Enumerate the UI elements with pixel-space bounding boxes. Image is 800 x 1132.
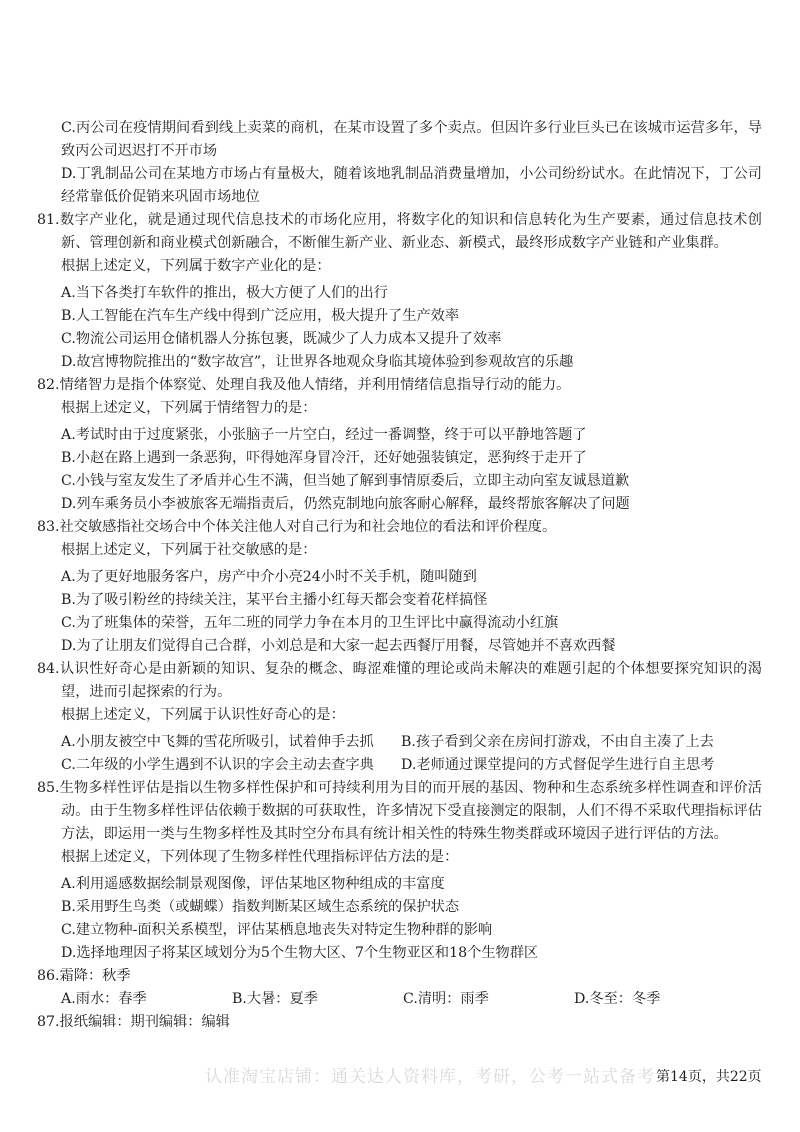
page-number: 第14页，共22页 (656, 1069, 762, 1085)
watermark-text: 认准淘宝店铺：通关达人资料库，考研，公考一站式备考 (205, 1067, 655, 1087)
question-prompt: 根据上述定义，下列体现了生物多样性代理指标评估方法的是： (61, 849, 459, 865)
question-stem: 84.认识性好奇心是由新颖的知识、复杂的概念、晦涩难懂的理论或尚未解决的难题引起的个体想要探究知识的渴望，进而引起探索的行为。 (37, 661, 762, 700)
option-d: D.丁乳制品公司在某地方市场占有量极大，随着该地乳制品消费量增加，小公司纷纷试水。在此情况下，丁公司经常靠低价促销来巩固市场地位 (61, 166, 762, 205)
question-85 (37, 777, 762, 965)
option-b: B.孩子看到父亲在房间打游戏，不由自主凑了上去 (401, 734, 714, 750)
question-81 (37, 209, 762, 374)
question-prompt: 根据上述定义，下列属于情绪智力的是： (61, 400, 317, 416)
option-d: D.故宫博物院推出的“数字故宫”，让世界各地观众身临其境体验到参观故宫的乐趣 (61, 354, 574, 370)
option-d: D.选择地理因子将某区域划分为5个生物大区、7个生物亚区和18个生物群区 (61, 945, 539, 961)
option-d: D.老师通过课堂提问的方式督促学生进行自主思考 (401, 757, 715, 773)
question-prompt: 根据上述定义，下列属于社交敏感的是： (61, 542, 317, 558)
question-prompt: 根据上述定义，下列属于认识性好奇心的是： (61, 707, 345, 723)
option-b: B.大暑：夏季 (232, 991, 318, 1007)
option-a: A.小朋友被空中飞舞的雪花所吸引，试着伸手去抓 (61, 734, 374, 750)
page-content (37, 117, 762, 1034)
option-d: D.列车乘务员小李被旅客无端指责后，仍然克制地向旅客耐心解释，最终帮旅客解决了问题 (61, 496, 630, 512)
option-a: A.当下各类打车软件的推出，极大方便了人们的出行 (61, 285, 388, 301)
option-b: B.人工智能在汽车生产线中得到广泛应用，极大提升了生产效率 (61, 308, 460, 324)
option-d: D.冬至：冬季 (574, 991, 661, 1007)
question-82 (37, 374, 762, 516)
option-b: B.采用野生鸟类（或蝴蝶）指数判断某区域生态系统的保护状态 (61, 899, 460, 915)
question-stem: 83.社交敏感指社交场合中个体关注他人对自己行为和社会地位的看法和评价程度。 (37, 519, 557, 535)
option-b: B.小赵在路上遇到一条恶狗，吓得她浑身冒冷汗，还好她强装镇定，恶狗终于走开了 (61, 450, 587, 466)
question-prompt: 根据上述定义，下列属于数字产业化的是： (61, 258, 331, 274)
option-c: C.小钱与室友发生了矛盾并心生不满，但当她了解到事情原委后，立即主动向室友诚恳道歉 (61, 473, 630, 489)
question-stem: 81.数字产业化，就是通过现代信息技术的市场化应用，将数字化的知识和信息转化为生产要素，通过信息技术创新、管理创新和商业模式创新融合，不断催生新产业、新业态、新模式，最终形成数字产业链和产业集群。 (37, 212, 762, 251)
question-87 (37, 1011, 762, 1034)
option-c: C.丙公司在疫情期间看到线上卖菜的商机，在某市设置了多个卖点。但因许多行业巨头已在该城市运营多年，导致丙公司迟迟打不开市场 (61, 120, 762, 159)
option-c: C.二年级的小学生遇到不认识的字会主动去查字典 (61, 757, 374, 773)
option-a: A.雨水：春季 (61, 991, 147, 1007)
options-row (61, 754, 762, 777)
option-d: D.为了让朋友们觉得自己合群，小刘总是和大家一起去西餐厅用餐，尽管她并不喜欢西餐 (61, 638, 616, 654)
option-c: C.清明：雨季 (403, 991, 489, 1007)
prev-question-options (37, 117, 762, 209)
option-a: A.考试时由于过度紧张，小张脑子一片空白，经过一番调整，终于可以平静地答题了 (61, 427, 587, 443)
question-83 (37, 516, 762, 658)
option-c: C.物流公司运用仓储机器人分拣包裹，既减少了人力成本又提升了效率 (61, 331, 502, 347)
question-86 (37, 965, 762, 1011)
question-stem: 85.生物多样性评估是指以生物多样性保护和可持续利用为目的而开展的基因、物种和生态系统多样性调查和评价活动。由于生物多样性评估依赖于数据的可获取性，许多情况下受直接测定的限制，人们不得不采取代理指标评估方法，即运用一类与生物多样性及其时空分布具有统计相关性的特殊生物类群或环境因子进行评估的方法。 (37, 780, 762, 842)
option-c: C.为了班集体的荣誉，五年二班的同学力争在本月的卫生评比中赢得流动小红旗 (61, 615, 559, 631)
option-c: C.建立物种-面积关系模型，评估某栖息地丧失对特定生物种群的影响 (61, 922, 493, 938)
question-stem: 82.情绪智力是指个体察觉、处理自我及他人情绪，并利用情绪信息指导行动的能力。 (37, 377, 571, 393)
options-row (61, 731, 762, 754)
option-a: A.为了更好地服务客户，房产中介小亮24小时不关手机，随叫随到 (61, 569, 477, 585)
option-b: B.为了吸引粉丝的持续关注，某平台主播小红每天都会变着花样搞怪 (61, 592, 488, 608)
question-stem: 87.报纸编辑：期刊编辑：编辑 (37, 1014, 230, 1030)
option-a: A.利用遥感数据绘制景观图像，评估某地区物种组成的丰富度 (61, 876, 445, 892)
question-stem: 86.霜降：秋季 (37, 968, 131, 984)
options-row (61, 988, 762, 1011)
question-84 (37, 658, 762, 777)
